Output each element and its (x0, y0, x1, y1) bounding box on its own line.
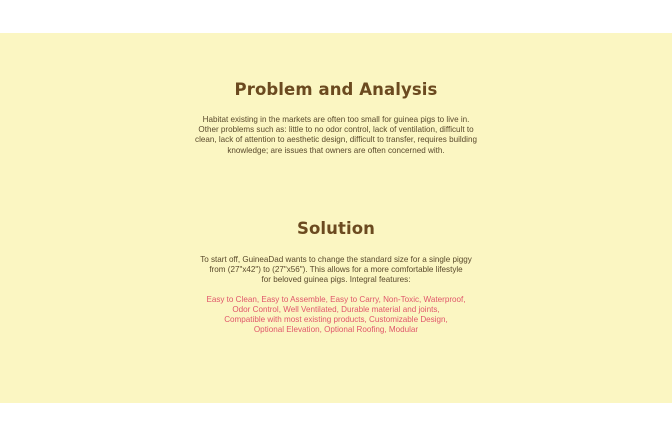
problem-line: Other problems such as: little to no odor control, lack of ventilation, difficult to (198, 125, 474, 135)
problem-paragraph (0, 115, 672, 156)
feature-line: Compatible with most existing products, Customizable Design, (224, 314, 448, 324)
features-list (0, 295, 672, 336)
solution-line: To start off, GuineaDad wants to change the standard size for a single piggy (200, 255, 472, 264)
problem-line: knowledge; are issues that owners are often concerned with. (227, 145, 445, 155)
feature-line: Optional Elevation, Optional Roofing, Modular (253, 325, 419, 335)
solution-heading: Solution (296, 219, 376, 238)
top-white-band (0, 0, 672, 33)
solution-line: from (27"x42") to (27"x56"). This allows for a more comfortable lifestyle (209, 265, 463, 275)
solution-paragraph (0, 255, 672, 286)
solution-line: for beloved guinea pigs. Integral features: (261, 275, 411, 285)
problem-line: Habitat existing in the markets are often too small for guinea pigs to live in. (202, 115, 470, 124)
feature-line: Easy to Clean, Easy to Assemble, Easy to Carry, Non-Toxic, Waterproof, (206, 294, 466, 304)
bottom-white-band (0, 403, 672, 435)
feature-line: Odor Control, Well Ventilated, Durable material and joints, (232, 304, 440, 314)
problem-line: clean, lack of attention to aesthetic design, difficult to transfer, requires building (195, 135, 477, 145)
problem-heading: Problem and Analysis (234, 80, 438, 99)
